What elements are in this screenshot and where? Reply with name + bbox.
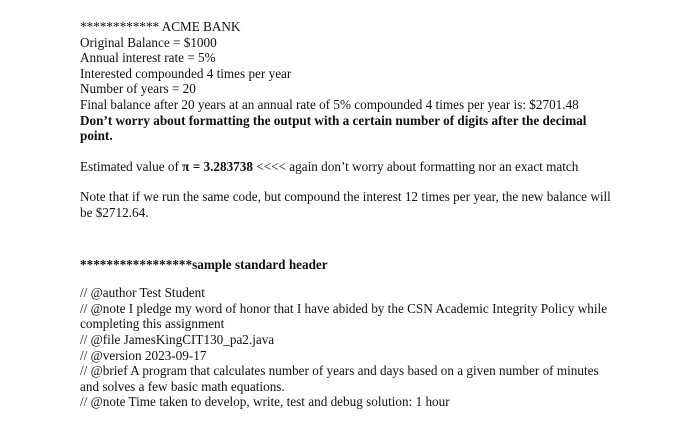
pi-suffix: <<<< again don’t worry about formatting nor an exact match: [252, 158, 579, 174]
version-line: // @version 2023-09-17: [80, 347, 207, 363]
compound-note: Note that if we run the same code, but compound the interest 12 times per year, the new balance will be $2712.64.: [80, 189, 611, 220]
compounded-line: Interested compounded 4 times per year: [80, 65, 292, 81]
pi-value: π = 3.283738: [182, 158, 253, 174]
sample-header-block: [80, 285, 620, 410]
time-note-line: // @note Time taken to develop, write, test and debug solution: 1 hour: [80, 394, 450, 410]
original-balance-line: Original Balance = $1000: [80, 34, 217, 50]
years-line: Number of years = 20: [80, 81, 196, 97]
interest-rate-line: Annual interest rate = 5%: [80, 50, 216, 66]
bank-header: ************ ACME BANK: [80, 19, 241, 34]
sample-header-title: *****************sample standard header: [80, 256, 328, 272]
pi-prefix: Estimated value of: [80, 158, 183, 174]
file-line: // @file JamesKingCIT130_pa2.java: [80, 331, 275, 347]
pi-estimate-line: [80, 159, 620, 175]
brief-line: // @brief A program that calculates number of years and days based on a given number of minutes and solves a few basic math equations.: [80, 363, 599, 394]
formatting-note: Don’t worry about formatting the output with a certain number of digits after the decimal point.: [80, 112, 587, 144]
author-line: // @author Test Student: [80, 285, 205, 301]
final-balance-line: Final balance after 20 years at an annual rate of 5% compounded 4 times per year is: $2701.48: [80, 96, 579, 112]
document-page: [80, 19, 620, 410]
honor-note-line: // @note I pledge my word of honor that I have abided by the CSN Academic Integrity Policy while completing this assignment: [80, 300, 608, 332]
program-output-block: [80, 19, 620, 113]
